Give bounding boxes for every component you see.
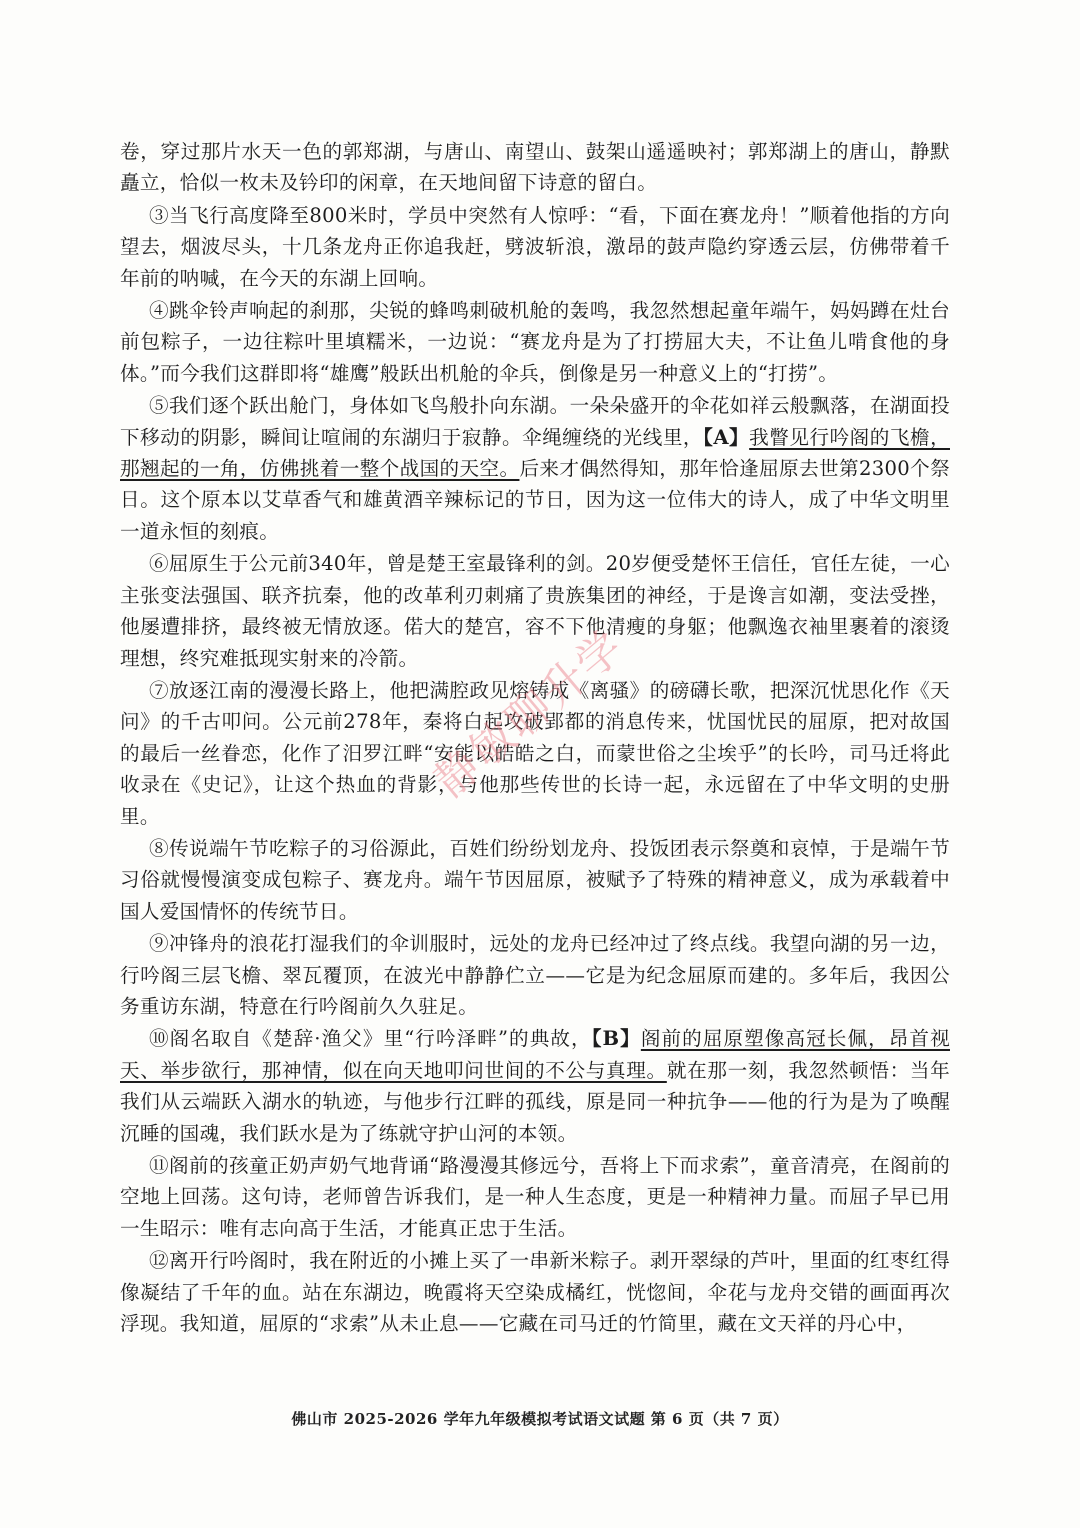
paragraph-5-before: ⑤我们逐个跃出舱门，身体如飞鸟般扑向东湖。一朵朵盛开的伞花如祥云般飘落，在湖面投下移动的阴影，瞬间让喧闹的东湖归于寂静。伞绳缠绕的光线里， (120, 394, 950, 449)
marker-a: 【A】 (703, 425, 750, 449)
marker-b: 【B】 (591, 1027, 641, 1051)
paragraph-10 (120, 1023, 950, 1149)
paragraph-8: ⑧传说端午节吃粽子的习俗源此，百姓们纷纷划龙舟、投饭团表示祭奠和哀悼，于是端午节习俗就慢慢演变成包粽子、赛龙舟。端午节因屈原，被赋予了特殊的精神意义，成为承载着中国人爱国情怀的传统节日。 (120, 836, 950, 923)
paragraph-10-before: ⑩阁名取自《楚辞·渔父》里“行吟泽畔”的典故， (149, 1027, 592, 1051)
paragraph-12: ⑫离开行吟阁时，我在附近的小摊上买了一串新米粽子。剥开翠绿的芦叶，里面的红枣红得像凝结了千年的血。站在东湖边，晚霞将天空染成橘红，恍惚间，伞花与龙舟交错的画面再次浮现。我知道，屈原的“求索”从未止息——它藏在司马迁的竹简里，藏在文天祥的丹心中， (120, 1249, 950, 1336)
paragraph-3: ③当飞行高度降至800米时，学员中突然有人惊呼：“看，下面在赛龙舟！”顺着他指的方向望去，烟波尽头，十几条龙舟正你追我赶，劈波斩浪，激昂的鼓声隐约穿透云层，仿佛带着千年前的呐喊，在今天的东湖上回响。 (120, 203, 950, 290)
paragraph-11: ⑪阁前的孩童正奶声奶气地背诵“路漫漫其修远兮，吾将上下而求索”，童音清亮，在阁前的空地上回荡。这句诗，老师曾告诉我们，是一种人生态度，更是一种精神力量。而屈子早已用一生昭示：唯有志向高于生活，才能真正忠于生活。 (120, 1154, 950, 1240)
watermark: 静敏聊升学 (425, 620, 635, 808)
underlined-sentence-b: 阁前的屈原塑像高冠长佩，昂首视天、举步欲行，那神情，似在向天地叩问世间的不公与真理。 (120, 1027, 950, 1082)
paragraph-4: ④跳伞铃声响起的刹那，尖锐的蜂鸣刺破机舱的轰鸣，我忽然想起童年端午，妈妈蹲在灶台前包粽子，一边往粽叶里填糯米，一边说：“赛龙舟是为了打捞屈大夫，不让鱼儿啃食他的身体。”而今我们这群即将“雄鹰”般跃出机舱的伞兵，倒像是另一种意义上的“打捞”。 (120, 299, 950, 385)
paragraph-7: ⑦放逐江南的漫漫长路上，他把满腔政见熔铸成《离骚》的磅礴长歌，把深沉忧思化作《天问》的千古叩问。公元前278年，秦将白起攻破郢都的消息传来，忧国忧民的屈原，把对故国的最后一丝眷恋，化作了汨罗江畔“安能以皓皓之白，而蒙世俗之尘埃乎”的长吟，司马迁将此收录在《史记》，让这个热血的背影，与他那些传世的长诗一起，永远留在了中华文明的史册里。 (120, 678, 950, 828)
paragraph-10-after: 就在那一刻，我忽然顿悟：当年我们从云端跃入湖水的轨迹，与他步行江畔的孤线，原是同一种抗争——他的行为是为了唤醒沉睡的国魂，我们跃水是为了练就守护山河的本领。 (120, 1058, 950, 1145)
paragraph-5-after: 后来才偶然得知，那年恰逢屈原去世第2300个祭日。这个原本以艾草香气和雄黄酒辛辣标记的节日，因为这一位伟大的诗人，成了中华文明里一道永恒的刻痕。 (120, 457, 950, 543)
underlined-sentence-a: 我瞥见行吟阁的飞檐，那翘起的一角，仿佛挑着一整个战国的天空。 (120, 425, 950, 481)
paragraph-9: ⑨冲锋舟的浪花打湿我们的伞训服时，远处的龙舟已经冲过了终点线。我望向湖的另一边，行吟阁三层飞檐、翠瓦覆顶，在波光中静静伫立——它是为纪念屈原而建的。多年后，我因公务重访东湖，特意在行吟阁前久久驻足。 (120, 932, 950, 1018)
page-footer: 佛山市 2025-2026 学年九年级模拟考试语文试题 第 6 页（共 7 页） (291, 1410, 789, 1428)
paragraph-continuation: 卷，穿过那片水天一色的郭郑湖，与唐山、南望山、鼓架山遥遥映衬；郭郑湖上的唐山，静默矗立，恰似一枚未及钤印的闲章，在天地间留下诗意的留白。 (120, 140, 950, 195)
paragraph-6: ⑥屈原生于公元前340年，曾是楚王室最锋利的剑。20岁便受楚怀王信任，官任左徒，一心主张变法强国、联齐抗秦，他的改革利刃刺痛了贵族集团的神经，于是谗言如潮，变法受挫，他屡遭排挤，最终被无情放逐。偌大的楚宫，容不下他清瘦的身躯；他飘逸衣袖里裹着的滚烫理想，终究难抵现实射来的冷箭。 (120, 552, 950, 670)
paragraph-5 (120, 390, 950, 547)
document-body (120, 136, 950, 1340)
